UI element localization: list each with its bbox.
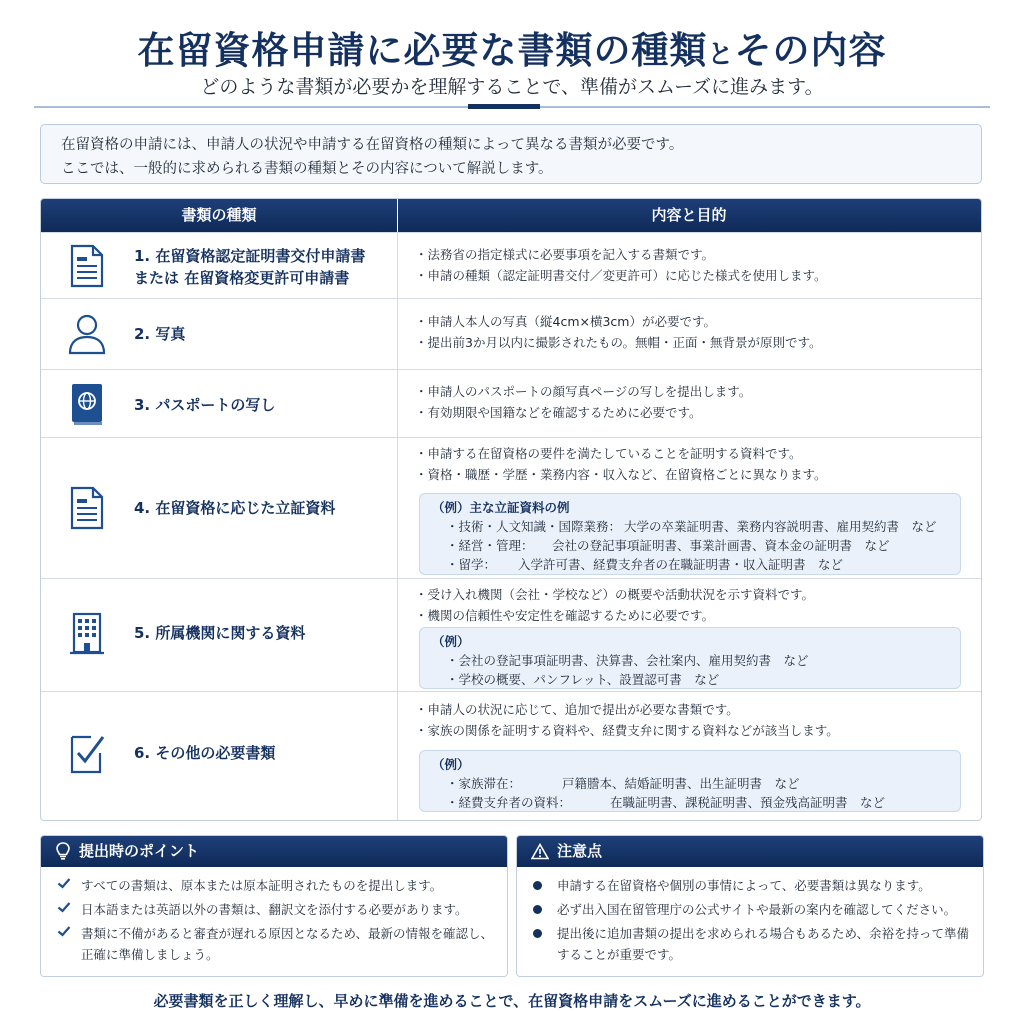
person-icon — [67, 312, 107, 356]
table-row — [41, 691, 981, 821]
example-box: （例） ・会社の登記事項証明書、決算書、会社案内、雇用契約書 など ・学校の概要、パンフレット、設置認可書 など — [419, 627, 961, 689]
table-row — [41, 232, 981, 299]
check-icon — [57, 875, 71, 896]
list-item: 申請する在留資格や個別の事情によって、必要書類は異なります。 — [533, 875, 973, 896]
list-item: 書類に不備があると審査が遅れる原因となるため、最新の情報を確認し、正確に準備しましょう。 — [57, 923, 497, 965]
check-icon — [57, 899, 71, 920]
content-bullets: ・法務省の指定様式に必要事項を記入する書類です。 ・申請の種類（認定証明書交付／変更許可）に応じた様式を使用します。 — [415, 247, 827, 283]
example-item: ・家族滞在： 戸籍謄本、結婚証明書、出生証明書 など — [446, 776, 800, 791]
document-icon — [67, 486, 107, 530]
list-item: 必ず出入国在留管理庁の公式サイトや最新の案内を確認してください。 — [533, 899, 973, 920]
example-item: ・技術・人文知識・国際業務： 大学の卒業証明書、業務内容説明書、雇用契約書 など — [446, 519, 937, 534]
warning-icon — [531, 843, 549, 860]
document-label: 4. 在留資格に応じた立証資料 — [134, 499, 336, 517]
table-header — [41, 199, 981, 232]
example-item: ・留学： 入学許可書、経費支弁者の在職証明書・収入証明書 など — [446, 557, 844, 572]
document-icon — [67, 244, 107, 288]
table-row — [41, 578, 981, 692]
content-bullets: ・受け入れ機関（会社・学校など）の概要や活動状況を示す資料です。 ・機関の信頼性や安定性を確認するために必要です。 — [415, 587, 815, 623]
page-title — [0, 20, 1024, 74]
table-row — [41, 369, 981, 438]
header-document-type: 書類の種類 — [41, 199, 398, 232]
intro-box — [40, 124, 982, 184]
content-bullets: ・申請人の状況に応じて、追加で提出が必要な書類です。 ・家族の関係を証明する資料や、経費支弁に関する資料などが該当します。 — [415, 702, 839, 738]
example-box: （例）主な立証資料の例 ・技術・人文知識・国際業務： 大学の卒業証明書、業務内容説明書、雇用契約書 など ・経営・管理： 会社の登記事項証明書、事業計画書、資本金の証明書 など ・留学： 入学許可書、経費支弁者の在職証明書・収入証明書 など — [419, 493, 961, 575]
title-divider-accent — [468, 104, 540, 109]
points-header — [41, 836, 507, 867]
document-label: 2. 写真 — [134, 325, 186, 343]
document-label: 3. パスポートの写し — [134, 396, 276, 414]
lightbulb-icon — [55, 842, 71, 860]
example-box: （例） ・家族滞在： 戸籍謄本、結婚証明書、出生証明書 など ・経費支弁者の資料： 在職証明書、課税証明書、預金残高証明書 など — [419, 750, 961, 812]
intro-line-2: ここでは、一般的に求められる書類の種類とその内容について解説します。 — [61, 161, 553, 177]
title-main: 在留資格申請に必要な書類の種類 — [137, 29, 708, 72]
checklist-icon — [67, 731, 107, 775]
title-connector: と — [707, 40, 735, 70]
header-content-purpose: 内容と目的 — [651, 206, 727, 224]
bullet-dot-icon — [533, 905, 542, 914]
document-label: 6. その他の必要書類 — [134, 744, 276, 762]
list-item: 提出後に追加書類の提出を求められる場合もあるため、余裕を持って準備することが重要です。 — [533, 923, 973, 965]
example-item: ・会社の登記事項証明書、決算書、会社案内、雇用契約書 など — [446, 653, 809, 668]
intro-line-1: 在留資格の申請には、申請人の状況や申請する在留資格の種類によって異なる書類が必要です。 — [61, 137, 684, 153]
list-item: すべての書類は、原本または原本証明されたものを提出します。 — [57, 875, 497, 896]
example-item: ・学校の概要、パンフレット、設置認可書 など — [446, 672, 720, 687]
title-tail: その内容 — [734, 29, 887, 72]
points-title: 提出時のポイント — [79, 842, 200, 860]
footer-summary: 必要書類を正しく理解し、早めに準備を進めることで、在留資格申請をスムーズに進めることができます。 — [153, 992, 871, 1010]
list-item: 日本語または英語以外の書類は、翻訳文を添付する必要があります。 — [57, 899, 497, 920]
document-label: 1. 在留資格認定証明書交付申請書 または 在留資格変更許可申請書 — [134, 247, 366, 287]
cautions-header — [517, 836, 983, 867]
bullet-dot-icon — [533, 881, 542, 890]
points-panel — [40, 835, 508, 977]
content-bullets: ・申請人本人の写真（縦4cm×横3cm）が必要です。 ・提出前3か月以内に撮影されたもの。無帽・正面・無背景が原則です。 — [415, 314, 822, 350]
building-icon — [67, 611, 107, 655]
check-icon — [57, 923, 71, 944]
example-item: ・経営・管理： 会社の登記事項証明書、事業計画書、資本金の証明書 など — [446, 538, 890, 553]
table-row — [41, 298, 981, 370]
table-row — [41, 437, 981, 579]
example-item: ・経費支弁者の資料： 在職証明書、課税証明書、預金残高証明書 など — [446, 795, 886, 810]
bullet-dot-icon — [533, 929, 542, 938]
documents-table — [40, 198, 982, 821]
content-bullets: ・申請人のパスポートの顔写真ページの写しを提出します。 ・有効期限や国籍などを確認するために必要です。 — [415, 384, 752, 420]
content-bullets: ・申請する在留資格の要件を満たしていることを証明する資料です。 ・資格・職歴・学歴・業務内容・収入など、在留資格ごとに異なります。 — [415, 446, 827, 482]
page-subtitle: どのような書類が必要かを理解することで、準備がスムーズに進みます。 — [200, 76, 824, 98]
cautions-panel — [516, 835, 984, 977]
cautions-title: 注意点 — [557, 842, 603, 860]
passport-icon — [67, 382, 107, 426]
document-label: 5. 所属機関に関する資料 — [134, 624, 306, 642]
